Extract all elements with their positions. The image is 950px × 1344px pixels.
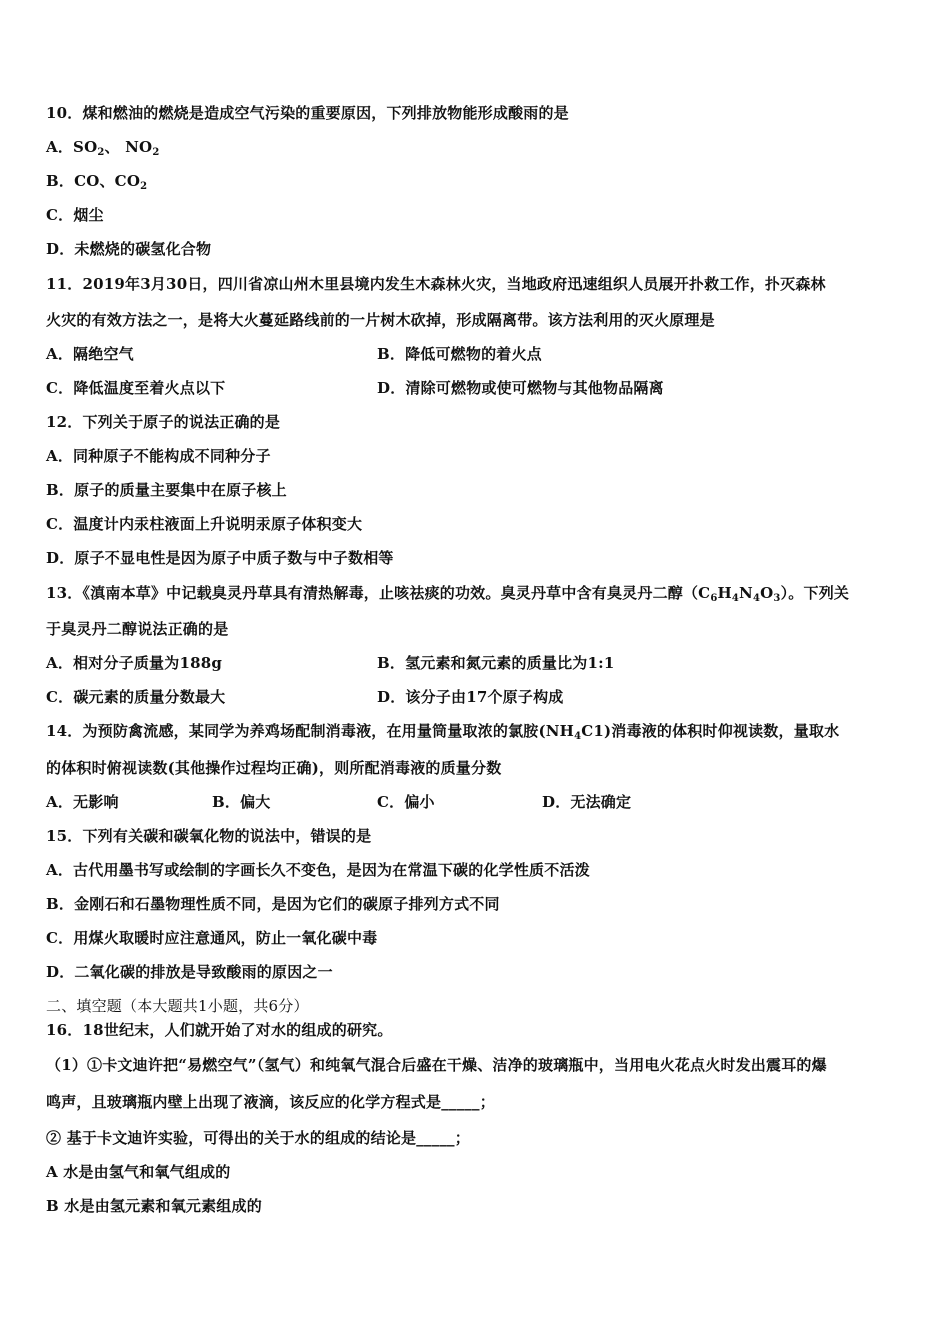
q11-option-a: A．隔绝空气 <box>46 345 134 363</box>
q13-stem-line1: 13．《滇南本草》中记载臭灵丹草具有清热解毒，止咳祛痰的功效。臭灵丹草中含有臭灵丹二醇$(C_6H_4N_4O_3)$。下列关 <box>46 584 850 604</box>
q12-option-d: D．原子不显电性是因为原子中质子数与中子数相等 <box>46 549 394 567</box>
q14-option-d: D．无法确定 <box>542 793 632 811</box>
q11-option-b: B．降低可燃物的着火点 <box>377 345 542 363</box>
q10-option-a: A．$SO_2$、 $NO_2$ <box>46 138 160 158</box>
q11-option-c: C．降低温度至着火点以下 <box>46 379 226 397</box>
q10-option-b: B．CO、$CO_2$ <box>46 172 148 192</box>
q16-part1-line1: （1）①卡文迪许把“易燃空气”（氢气）和纯氧气混合后盛在干燥、洁净的玻璃瓶中，当用电火花点火时发出震耳的爆 <box>46 1056 827 1074</box>
q16-part1-line2: 鸣声，且玻璃瓶内壁上出现了液滴，该反应的化学方程式是_____； <box>46 1093 495 1111</box>
q16-part2: ② 基于卡文迪许实验，可得出的关于水的组成的结论是_____； <box>46 1129 470 1147</box>
q11-stem-line1: 11．2019年3月30日，四川省凉山州木里县境内发生木森林火灾，当地政府迅速组织人员展开扑救工作，扑灭森林 <box>46 275 826 293</box>
q13-option-c: C．碳元素的质量分数最大 <box>46 688 226 706</box>
q11-stem-line2: 火灾的有效方法之一，是将大火蔓延路线前的一片树木砍掉，形成隔离带。该方法利用的灭火原理是 <box>46 311 715 329</box>
q14-option-c: C．偏小 <box>377 793 435 811</box>
q16-option-b: B 水是由氢元素和氧元素组成的 <box>46 1197 262 1215</box>
q13-option-a: A．相对分子质量为188g <box>46 654 223 672</box>
q15-stem: 15．下列有关碳和碳氧化物的说法中，错误的是 <box>46 827 372 845</box>
q10-option-c: C．烟尘 <box>46 206 104 224</box>
q14-option-b: B．偏大 <box>212 793 271 811</box>
q13-stem-line2: 于臭灵丹二醇说法正确的是 <box>46 620 229 638</box>
q13-option-b: B．氢元素和氮元素的质量比为1:1 <box>377 654 615 672</box>
q13-option-d: D．该分子由17个原子构成 <box>377 688 564 706</box>
q11-option-d: D．清除可燃物或使可燃物与其他物品隔离 <box>377 379 664 397</box>
q12-option-b: B．原子的质量主要集中在原子核上 <box>46 481 287 499</box>
q14-stem-line1: 14．为预防禽流感，某同学为养鸡场配制消毒液，在用量筒量取浓的氯胺$(NH_4C1)$消毒液的体积时仰视读数，量取水 <box>46 722 840 742</box>
q15-option-c: C．用煤火取暖时应注意通风，防止一氧化碳中毒 <box>46 929 378 947</box>
q10-stem: 10．煤和燃油的燃烧是造成空气污染的重要原因，下列排放物能形成酸雨的是 <box>46 104 569 122</box>
q12-stem: 12．下列关于原子的说法正确的是 <box>46 413 281 431</box>
q15-option-a: A．古代用墨书写或绘制的字画长久不变色，是因为在常温下碳的化学性质不活泼 <box>46 861 590 879</box>
q14-stem-line2: 的体积时俯视读数(其他操作过程均正确)，则所配消毒液的质量分数 <box>46 759 502 777</box>
q15-option-b: B．金刚石和石墨物理性质不同，是因为它们的碳原子排列方式不同 <box>46 895 500 913</box>
q12-option-c: C．温度计内汞柱液面上升说明汞原子体积变大 <box>46 515 363 533</box>
q14-option-a: A．无影响 <box>46 793 119 811</box>
q16-stem: 16．18世纪末，人们就开始了对水的组成的研究。 <box>46 1021 393 1039</box>
section-title: 二、填空题（本大题共1小题，共6分） <box>46 997 309 1015</box>
q10-option-d: D．未燃烧的碳氢化合物 <box>46 240 212 258</box>
q15-option-d: D．二氧化碳的排放是导致酸雨的原因之一 <box>46 963 333 981</box>
q16-option-a: A 水是由氢气和氧气组成的 <box>46 1163 231 1181</box>
q12-option-a: A．同种原子不能构成不同种分子 <box>46 447 271 465</box>
